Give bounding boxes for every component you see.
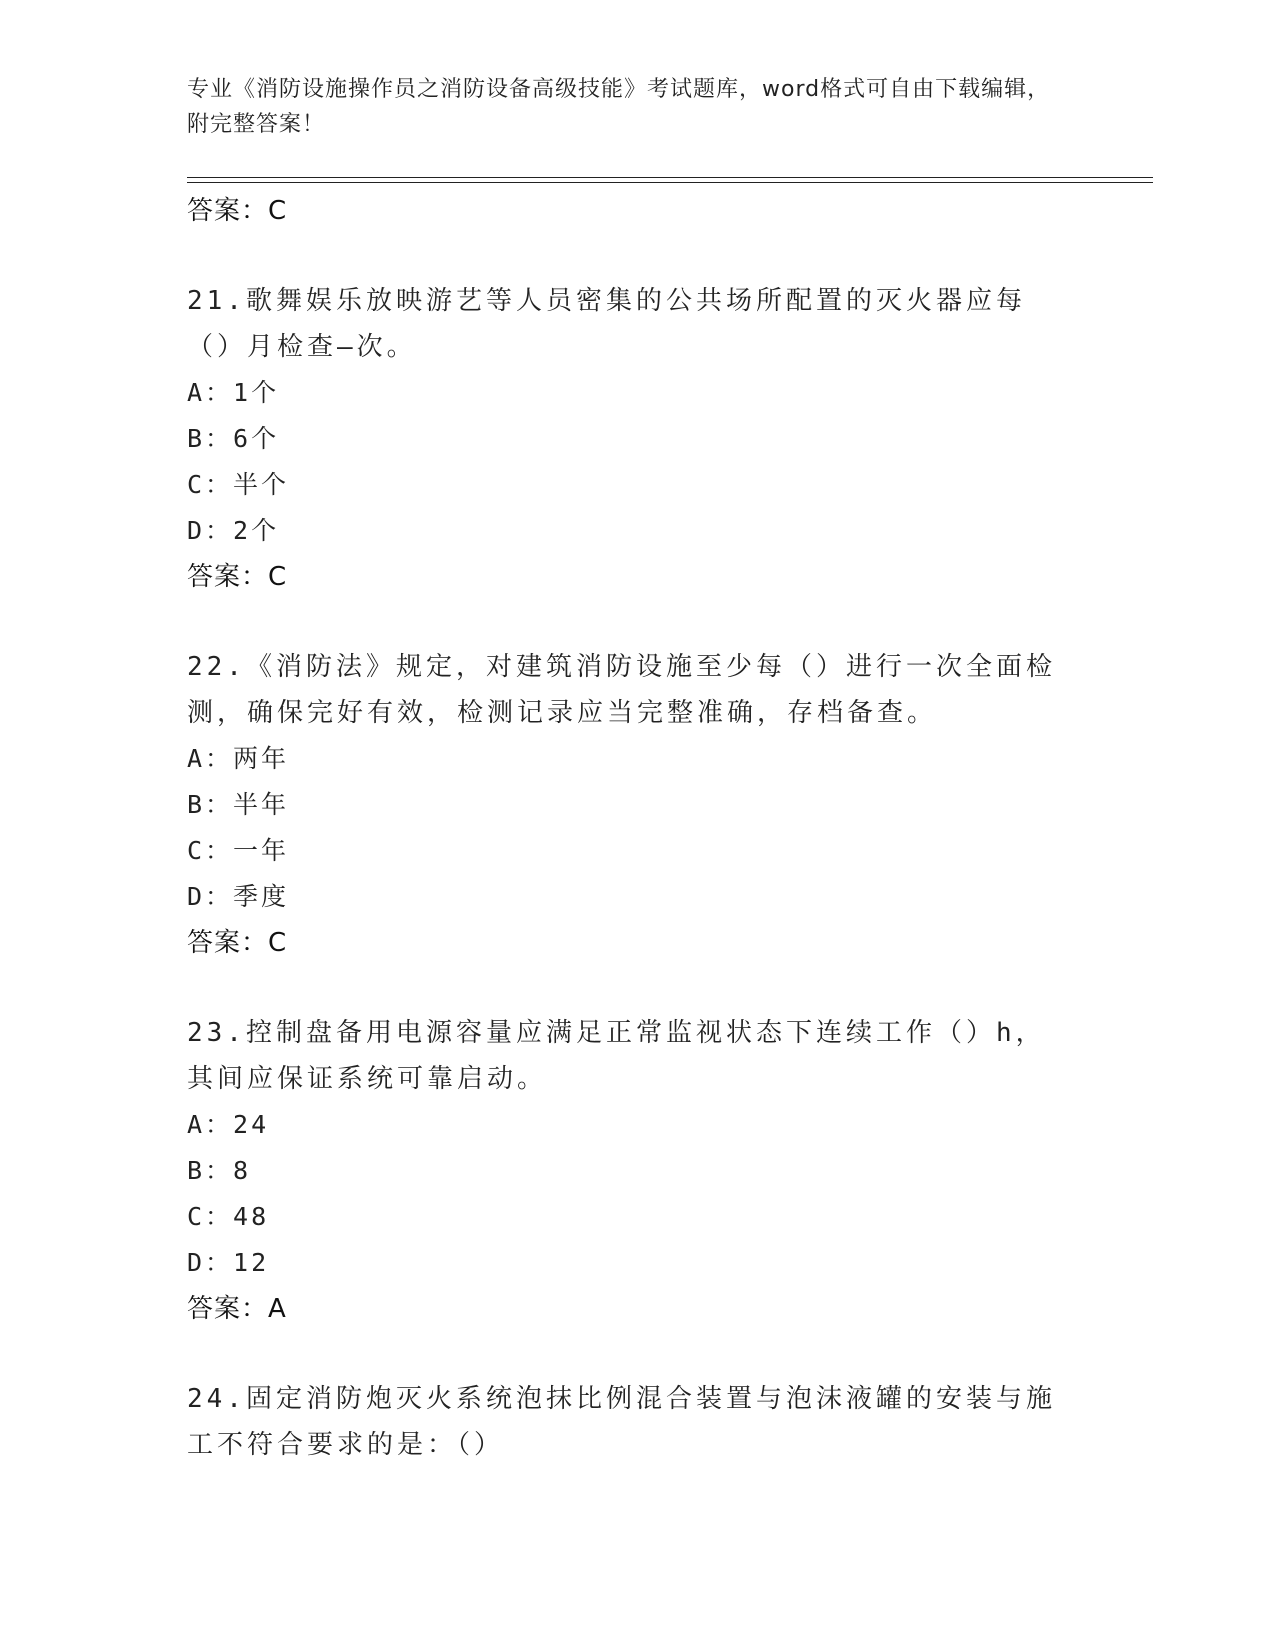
option-a: A：24 xyxy=(187,1110,270,1139)
answer-line: 答案：A xyxy=(187,1294,287,1324)
option-c: C：48 xyxy=(187,1202,270,1231)
option-d: D：2个 xyxy=(187,516,280,545)
question-stem: 21.歌舞娱乐放映游艺等人员密集的公共场所配置的灭火器应每（）月检查—次。 xyxy=(187,286,1026,362)
answer-line: 答案：C xyxy=(187,928,288,958)
question-list xyxy=(187,188,1067,1468)
option-d: D：12 xyxy=(187,1248,270,1277)
option-b: B：8 xyxy=(187,1156,252,1185)
question-24 xyxy=(187,1376,1067,1468)
header-rule-top xyxy=(187,177,1153,178)
question-21 xyxy=(187,278,1067,600)
question-23 xyxy=(187,1010,1067,1332)
answer-line: 答案：C xyxy=(187,562,288,592)
option-c: C：一年 xyxy=(187,836,290,865)
header-rule-bottom xyxy=(187,182,1153,183)
option-c: C：半个 xyxy=(187,470,290,499)
question-stem: 22.《消防法》规定，对建筑消防设施至少每（）进行一次全面检测，确保完好有效，检测记录应当完整准确，存档备查。 xyxy=(187,652,1056,728)
question-stem: 23.控制盘备用电源容量应满足正常监视状态下连续工作（）h，其间应保证系统可靠启动。 xyxy=(187,1018,1046,1094)
option-b: B：6个 xyxy=(187,424,280,453)
option-a: A：两年 xyxy=(187,744,290,773)
option-a: A：1个 xyxy=(187,378,280,407)
question-22 xyxy=(187,644,1067,966)
option-b: B：半年 xyxy=(187,790,290,819)
document-header: 专业《消防设施操作员之消防设备高级技能》考试题库，word格式可自由下载编辑，附完整答案！ xyxy=(187,77,1051,137)
option-d: D：季度 xyxy=(187,882,290,911)
question-stem: 24.固定消防炮灭火系统泡抹比例混合装置与泡沫液罐的安装与施工不符合要求的是：（） xyxy=(187,1384,1056,1460)
answer-line: 答案：C xyxy=(187,196,288,226)
